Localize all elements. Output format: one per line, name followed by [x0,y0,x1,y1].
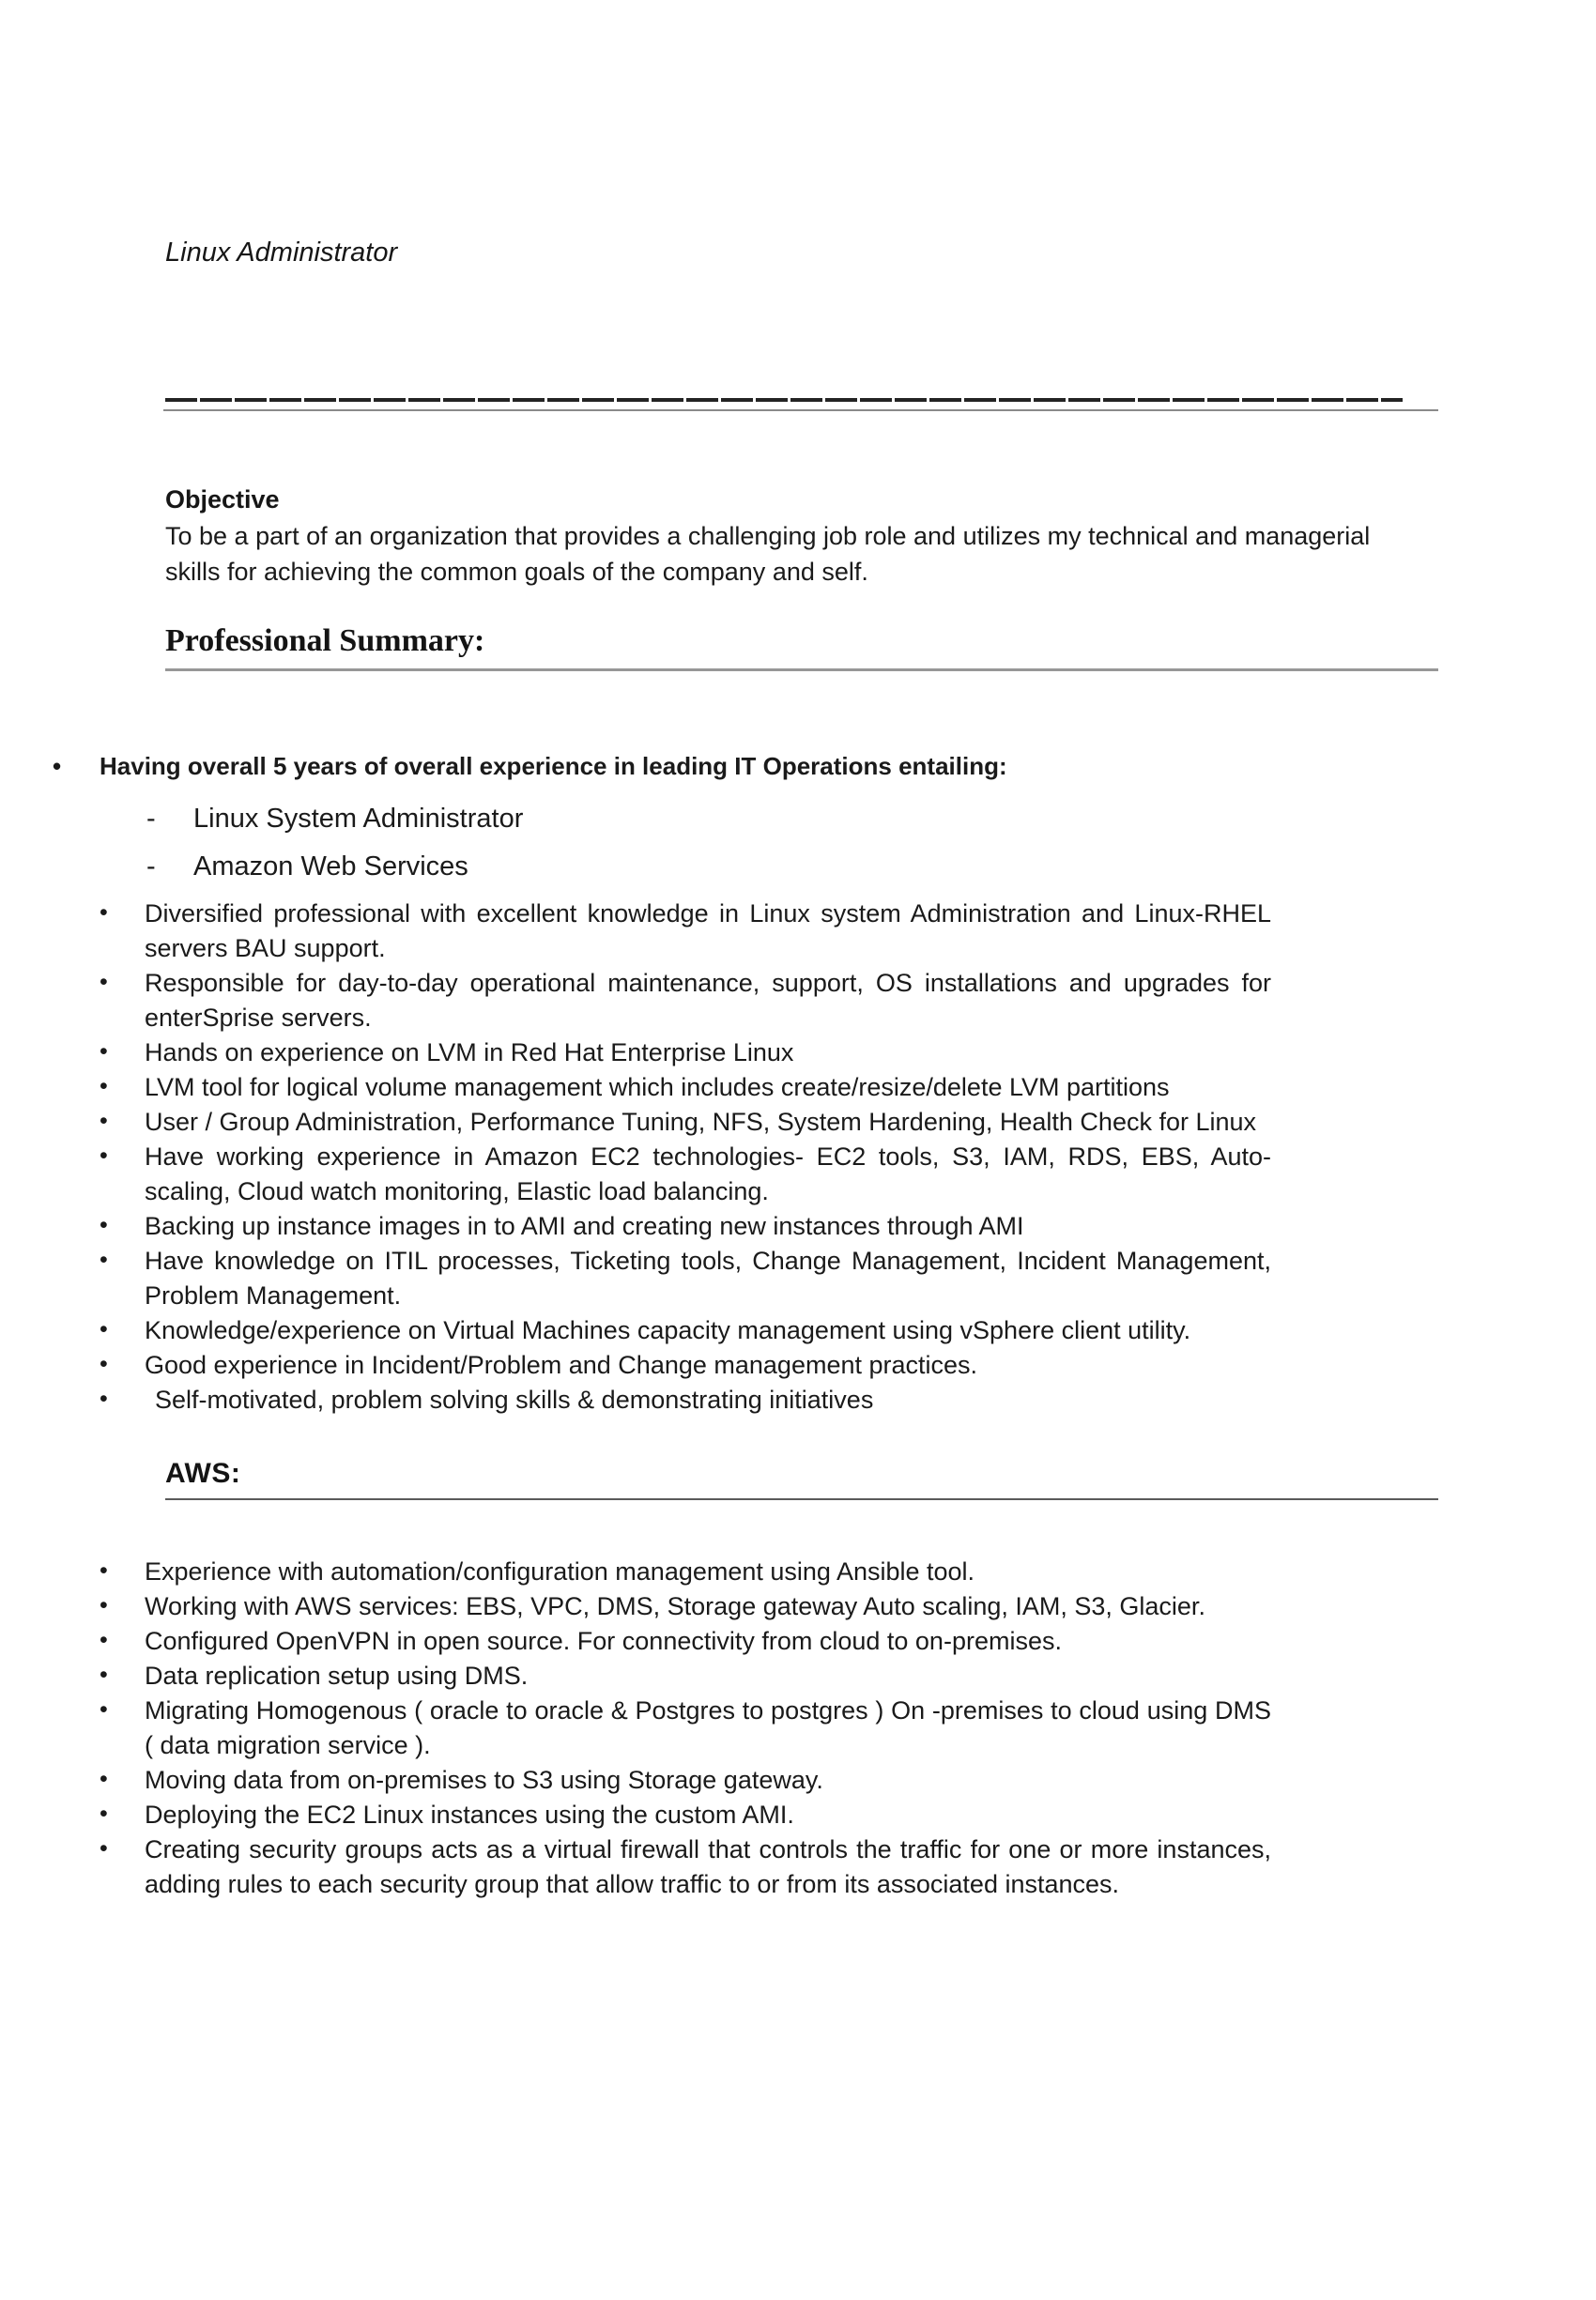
aws-bullet [0,1624,1271,1659]
summary-bullet-list [0,897,1596,1418]
aws-bullet-text: • Experience with automation/configuration management using Ansible tool. [145,1557,975,1586]
summary-bullet-text: • Hands on experience on LVM in Red Hat Enterprise Linux [145,1038,794,1066]
underscore-divider [165,398,1403,402]
summary-bullet-text: • Diversified professional with excellent knowledge in Linux system Administration and Linux-RHEL servers BAU support. [145,899,1271,962]
aws-heading: AWS: [165,1455,1438,1500]
summary-bullet [0,1209,1271,1244]
aws-bullet-text: • Data replication setup using DMS. [145,1662,529,1690]
objective-heading: Objective [165,485,280,514]
summary-bullet [0,1140,1271,1209]
aws-bullet [0,1798,1271,1832]
summary-bullet [0,1313,1271,1348]
summary-sub-item-text: - Linux System Administrator [193,804,524,834]
aws-bullet-text: • Migrating Homogenous ( oracle to oracle & Postgres to postgres ) On -premises to cloud using DMS ( data migration service ). [145,1696,1271,1759]
resume-page [0,235,1596,2300]
summary-bullet-text: • Backing up instance images in to AMI and creating new instances through AMI [145,1212,1024,1240]
summary-bullet-text: • LVM tool for logical volume management which includes create/resize/delete LVM partitions [145,1073,1170,1101]
summary-lead-bullet [0,748,1271,784]
summary-bullet-text: • Self-motivated, problem solving skills & demonstrating initiatives [155,1386,874,1414]
aws-bullet-text: • Creating security groups acts as a virtual firewall that controls the traffic for one or more instances, adding rules to each security group that allow traffic to or from its associated instances. [145,1835,1271,1898]
objective-text: To be a part of an organization that provides a challenging job role and utilizes my technical and managerial skills for achieving the common goals of the company and self. [165,522,1371,586]
summary-bullet [0,1105,1271,1140]
aws-bullet [0,1763,1271,1798]
aws-bullet-list [0,1555,1596,1902]
summary-bullet-text: • Knowledge/experience on Virtual Machines capacity management using vSphere client utility. [145,1316,1191,1344]
aws-bullet-text: • Moving data from on-premises to S3 using Storage gateway. [145,1766,823,1794]
summary-sub-item [0,801,1271,836]
summary-lead-text: • Having overall 5 years of overall experience in leading IT Operations entailing: [100,752,1007,780]
summary-bullet-text: • Have knowledge on ITIL processes, Ticketing tools, Change Management, Incident Management, Problem Management. [145,1247,1271,1310]
summary-bullet [0,1070,1271,1105]
summary-sub-list [0,801,1596,884]
aws-bullet [0,1694,1271,1763]
summary-bullet [0,897,1271,966]
summary-bullet [0,966,1271,1035]
summary-bullet [0,1244,1271,1313]
aws-bullet [0,1659,1271,1694]
summary-bullet-text: • Responsible for day-to-day operational maintenance, support, OS installations and upgrades for enterSprise servers. [145,969,1271,1032]
page-title: Linux Administrator [165,238,398,268]
summary-sub-item [0,849,1271,884]
summary-bullet [0,1348,1271,1383]
divider-rule [163,409,1438,411]
summary-sub-item-text: - Amazon Web Services [193,851,468,882]
summary-bullet-text: • User / Group Administration, Performance Tuning, NFS, System Hardening, Health Check for Linux [145,1108,1257,1136]
aws-bullet-text: • Configured OpenVPN in open source. For connectivity from cloud to on-premises. [145,1627,1062,1655]
aws-bullet-text: • Deploying the EC2 Linux instances using the custom AMI. [145,1801,794,1829]
professional-summary-heading: Professional Summary: [165,620,1438,671]
summary-bullet [0,1035,1271,1070]
aws-bullet [0,1589,1271,1624]
aws-bullet [0,1555,1271,1589]
summary-bullet [0,1383,1271,1418]
aws-bullet [0,1832,1271,1902]
summary-bullet-text: • Good experience in Incident/Problem and Change management practices. [145,1351,978,1379]
summary-bullet-text: • Have working experience in Amazon EC2 technologies- EC2 tools, S3, IAM, RDS, EBS, Auto-scaling, Cloud watch monitoring, Elastic load balancing. [145,1142,1271,1205]
summary-lead-list [0,748,1596,784]
aws-bullet-text: • Working with AWS services: EBS, VPC, DMS, Storage gateway Auto scaling, IAM, S3, Glacier. [145,1592,1205,1620]
